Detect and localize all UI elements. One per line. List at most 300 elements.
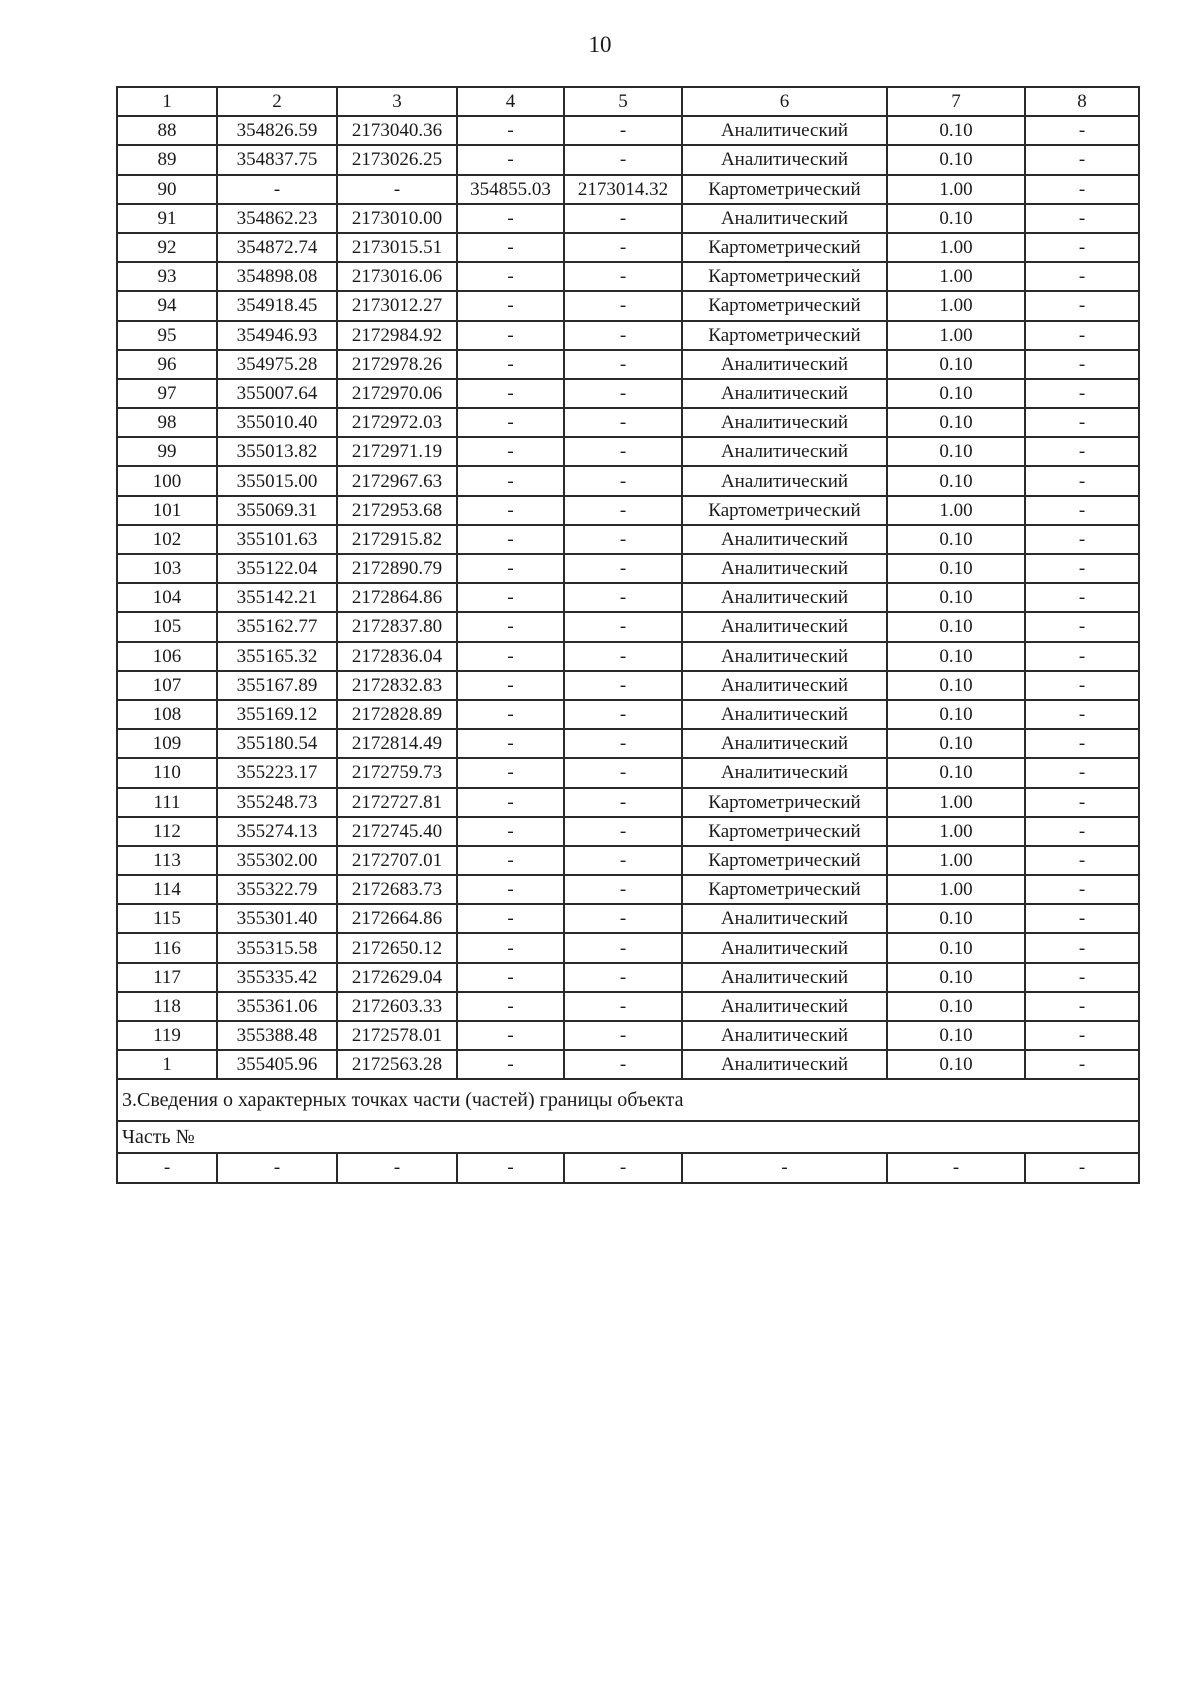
table-cell: Картометрический — [682, 175, 887, 204]
table-cell: - — [564, 321, 682, 350]
table-cell: Картометрический — [682, 321, 887, 350]
table-cell: 2172707.01 — [337, 846, 457, 875]
table-cell: 2172971.19 — [337, 437, 457, 466]
column-number-header-row — [117, 87, 1139, 116]
table-cell: - — [1025, 817, 1139, 846]
table-cell: 354862.23 — [217, 204, 337, 233]
table-cell: - — [1025, 1050, 1139, 1079]
table-row — [117, 904, 1139, 933]
table-cell: - — [1025, 408, 1139, 437]
table-row — [117, 321, 1139, 350]
table-cell: 355248.73 — [217, 788, 337, 817]
table-cell: - — [457, 466, 564, 495]
table-row — [117, 525, 1139, 554]
table-row — [117, 729, 1139, 758]
table-cell: 0.10 — [887, 437, 1025, 466]
table-cell: 0.10 — [887, 204, 1025, 233]
table-cell: - — [1025, 554, 1139, 583]
table-cell: - — [564, 466, 682, 495]
table-cell: - — [1025, 700, 1139, 729]
table-cell: 0.10 — [887, 671, 1025, 700]
page-number: 10 — [588, 32, 612, 57]
table-cell: 355388.48 — [217, 1021, 337, 1050]
table-cell: - — [1025, 233, 1139, 262]
table-cell: - — [1025, 379, 1139, 408]
table-cell: 355322.79 — [217, 875, 337, 904]
table-cell: 1.00 — [887, 788, 1025, 817]
table-cell: 0.10 — [887, 525, 1025, 554]
table-cell: - — [1025, 729, 1139, 758]
table-cell: 0.10 — [887, 466, 1025, 495]
table-row — [117, 671, 1139, 700]
table-cell: 2172915.82 — [337, 525, 457, 554]
table-cell: 355274.13 — [217, 817, 337, 846]
table-cell: 109 — [117, 729, 217, 758]
table-cell: Картометрический — [682, 496, 887, 525]
table-cell: 0.10 — [887, 963, 1025, 992]
table-cell: - — [1025, 466, 1139, 495]
table-cell: Аналитический — [682, 145, 887, 174]
table-cell: - — [457, 321, 564, 350]
table-cell: 97 — [117, 379, 217, 408]
table-cell: 2172759.73 — [337, 758, 457, 787]
table-cell: - — [564, 846, 682, 875]
table-cell: - — [564, 291, 682, 320]
table-row — [117, 758, 1139, 787]
column-header: 1 — [117, 87, 217, 116]
table-cell: - — [1025, 321, 1139, 350]
table-cell: 2172683.73 — [337, 875, 457, 904]
table-cell: 2173016.06 — [337, 262, 457, 291]
table-cell: 2172603.33 — [337, 992, 457, 1021]
table-cell: - — [1025, 175, 1139, 204]
table-cell: - — [457, 729, 564, 758]
table-cell: - — [564, 379, 682, 408]
table-cell: 2173015.51 — [337, 233, 457, 262]
table-cell: 98 — [117, 408, 217, 437]
table-row — [117, 496, 1139, 525]
table-cell: 355180.54 — [217, 729, 337, 758]
table-cell: - — [564, 525, 682, 554]
table-cell: 2172953.68 — [337, 496, 457, 525]
table-cell: 2173040.36 — [337, 116, 457, 145]
table-cell: - — [457, 817, 564, 846]
table-row — [117, 437, 1139, 466]
table-cell: 91 — [117, 204, 217, 233]
table-cell: 88 — [117, 116, 217, 145]
table-cell: - — [887, 1153, 1025, 1182]
table-cell: - — [457, 700, 564, 729]
table-row — [117, 379, 1139, 408]
table-cell: Аналитический — [682, 350, 887, 379]
table-cell: Аналитический — [682, 904, 887, 933]
table-cell: - — [564, 1050, 682, 1079]
table-cell: 355302.00 — [217, 846, 337, 875]
table-cell: - — [457, 846, 564, 875]
table-cell: 1.00 — [887, 233, 1025, 262]
table-cell: 355162.77 — [217, 612, 337, 641]
table-row — [117, 554, 1139, 583]
table-row — [117, 408, 1139, 437]
table-cell: - — [1025, 116, 1139, 145]
table-cell: - — [1025, 1153, 1139, 1182]
table-cell: 2172836.04 — [337, 642, 457, 671]
table-cell: 0.10 — [887, 554, 1025, 583]
table-cell: 355167.89 — [217, 671, 337, 700]
table-cell: Картометрический — [682, 262, 887, 291]
table-cell: Аналитический — [682, 554, 887, 583]
table-cell: 0.10 — [887, 583, 1025, 612]
table-cell: 116 — [117, 933, 217, 962]
table-cell: 355315.58 — [217, 933, 337, 962]
table-cell: 2172563.28 — [337, 1050, 457, 1079]
table-cell: - — [564, 408, 682, 437]
table-cell: - — [457, 262, 564, 291]
table-cell: 104 — [117, 583, 217, 612]
table-cell: - — [1025, 496, 1139, 525]
table-cell: - — [457, 233, 564, 262]
table-cell: - — [1025, 612, 1139, 641]
table-cell: - — [457, 1153, 564, 1182]
table-cell: 2172814.49 — [337, 729, 457, 758]
table-row — [117, 204, 1139, 233]
column-header: 5 — [564, 87, 682, 116]
table-cell: 107 — [117, 671, 217, 700]
table-cell: 354837.75 — [217, 145, 337, 174]
table-cell: 1.00 — [887, 817, 1025, 846]
table-cell: 0.10 — [887, 408, 1025, 437]
table-cell: - — [1025, 350, 1139, 379]
table-cell: 355101.63 — [217, 525, 337, 554]
section-title-row — [117, 1079, 1139, 1121]
table-cell: - — [564, 963, 682, 992]
table-cell: 0.10 — [887, 700, 1025, 729]
column-header: 6 — [682, 87, 887, 116]
table-cell: 113 — [117, 846, 217, 875]
table-cell: - — [457, 904, 564, 933]
table-cell: 355010.40 — [217, 408, 337, 437]
table-cell: - — [457, 671, 564, 700]
table-row — [117, 175, 1139, 204]
table-row — [117, 846, 1139, 875]
table-cell: 103 — [117, 554, 217, 583]
table-row — [117, 817, 1139, 846]
table-cell: - — [1025, 204, 1139, 233]
table-row — [117, 116, 1139, 145]
table-cell: 355142.21 — [217, 583, 337, 612]
table-cell: 1 — [117, 1050, 217, 1079]
part-label: Часть № — [117, 1121, 1139, 1153]
table-cell: 2172972.03 — [337, 408, 457, 437]
table-cell: - — [457, 379, 564, 408]
table-cell: 92 — [117, 233, 217, 262]
table-cell: 2172864.86 — [337, 583, 457, 612]
table-cell: - — [457, 1050, 564, 1079]
table-cell: - — [1025, 437, 1139, 466]
table-cell: Аналитический — [682, 583, 887, 612]
table-cell: - — [564, 700, 682, 729]
table-cell: Аналитический — [682, 992, 887, 1021]
table-cell: - — [682, 1153, 887, 1182]
column-header: 4 — [457, 87, 564, 116]
table-cell: - — [564, 875, 682, 904]
table-cell: 2172890.79 — [337, 554, 457, 583]
table-cell: 355301.40 — [217, 904, 337, 933]
table-cell: 93 — [117, 262, 217, 291]
table-cell: Аналитический — [682, 671, 887, 700]
table-cell: - — [457, 496, 564, 525]
table-cell: Аналитический — [682, 204, 887, 233]
table-cell: - — [457, 1021, 564, 1050]
column-header: 8 — [1025, 87, 1139, 116]
table-cell: 2173012.27 — [337, 291, 457, 320]
table-cell: Аналитический — [682, 933, 887, 962]
table-row — [117, 1050, 1139, 1079]
table-cell: 102 — [117, 525, 217, 554]
table-cell: 111 — [117, 788, 217, 817]
table-cell: 1.00 — [887, 175, 1025, 204]
column-header: 7 — [887, 87, 1025, 116]
table-cell: 100 — [117, 466, 217, 495]
table-row — [117, 583, 1139, 612]
table-cell: Картометрический — [682, 233, 887, 262]
table-cell: 114 — [117, 875, 217, 904]
table-cell: - — [457, 612, 564, 641]
table-cell: 355335.42 — [217, 963, 337, 992]
table-cell: 94 — [117, 291, 217, 320]
table-cell: - — [564, 1021, 682, 1050]
table-cell: 89 — [117, 145, 217, 174]
boundary-points-table — [116, 86, 1140, 1184]
table-cell: 355122.04 — [217, 554, 337, 583]
table-cell: Аналитический — [682, 758, 887, 787]
table-cell: - — [564, 554, 682, 583]
table-cell: - — [1025, 583, 1139, 612]
table-cell: - — [457, 291, 564, 320]
table-cell: - — [337, 175, 457, 204]
table-cell: - — [457, 963, 564, 992]
table-cell: 1.00 — [887, 496, 1025, 525]
table-cell: 0.10 — [887, 1021, 1025, 1050]
table-cell: 90 — [117, 175, 217, 204]
table-cell: - — [1025, 933, 1139, 962]
table-cell: Аналитический — [682, 525, 887, 554]
table-cell: 115 — [117, 904, 217, 933]
table-cell: Картометрический — [682, 788, 887, 817]
table-cell: - — [564, 612, 682, 641]
table-cell: - — [564, 671, 682, 700]
table-cell: - — [564, 583, 682, 612]
table-cell: 1.00 — [887, 291, 1025, 320]
table-cell: - — [564, 204, 682, 233]
table-cell: Аналитический — [682, 437, 887, 466]
table-cell: Аналитический — [682, 700, 887, 729]
table-cell: - — [564, 904, 682, 933]
table-cell: - — [457, 875, 564, 904]
table-cell: 354946.93 — [217, 321, 337, 350]
table-cell: 354872.74 — [217, 233, 337, 262]
table-cell: 117 — [117, 963, 217, 992]
table-cell: - — [564, 729, 682, 758]
table-cell: - — [564, 933, 682, 962]
table-cell: 0.10 — [887, 116, 1025, 145]
table-row — [117, 262, 1139, 291]
table-cell: - — [564, 1153, 682, 1182]
table-cell: - — [564, 817, 682, 846]
table-row — [117, 1021, 1139, 1050]
table-cell: - — [1025, 1021, 1139, 1050]
table-cell: 0.10 — [887, 758, 1025, 787]
table-row — [117, 963, 1139, 992]
table-row — [117, 700, 1139, 729]
table-cell: 2172832.83 — [337, 671, 457, 700]
table-cell: 355015.00 — [217, 466, 337, 495]
table-cell: 2172970.06 — [337, 379, 457, 408]
table-cell: 118 — [117, 992, 217, 1021]
table-cell: - — [457, 408, 564, 437]
table-cell: 355223.17 — [217, 758, 337, 787]
table-cell: 105 — [117, 612, 217, 641]
table-cell: 2172837.80 — [337, 612, 457, 641]
table-cell: - — [457, 788, 564, 817]
table-cell: - — [564, 116, 682, 145]
table-cell: - — [1025, 904, 1139, 933]
part-data-row — [117, 1153, 1139, 1182]
table-cell: - — [1025, 642, 1139, 671]
table-cell: 355013.82 — [217, 437, 337, 466]
table-cell: 1.00 — [887, 262, 1025, 291]
table-row — [117, 291, 1139, 320]
table-cell: 2172978.26 — [337, 350, 457, 379]
table-cell: 0.10 — [887, 612, 1025, 641]
column-header: 2 — [217, 87, 337, 116]
column-header: 3 — [337, 87, 457, 116]
section-title: 3.Сведения о характерных точках части (частей) границы объекта — [117, 1079, 1139, 1121]
table-cell: - — [564, 992, 682, 1021]
table-cell: 99 — [117, 437, 217, 466]
table-cell: - — [337, 1153, 457, 1182]
table-cell: 355069.31 — [217, 496, 337, 525]
table-cell: 2172727.81 — [337, 788, 457, 817]
table-row — [117, 642, 1139, 671]
table-cell: 0.10 — [887, 642, 1025, 671]
table-row — [117, 875, 1139, 904]
table-cell: - — [1025, 758, 1139, 787]
table-cell: Аналитический — [682, 1050, 887, 1079]
table-cell: 0.10 — [887, 729, 1025, 758]
table-cell: - — [1025, 145, 1139, 174]
table-cell: Картометрический — [682, 291, 887, 320]
table-cell: 355405.96 — [217, 1050, 337, 1079]
table-cell: 2172664.86 — [337, 904, 457, 933]
table-cell: - — [457, 642, 564, 671]
table-cell: 2172828.89 — [337, 700, 457, 729]
table-cell: 355169.12 — [217, 700, 337, 729]
table-cell: - — [1025, 525, 1139, 554]
table-cell: 2172650.12 — [337, 933, 457, 962]
table-cell: - — [1025, 262, 1139, 291]
table-cell: - — [457, 204, 564, 233]
table-cell: 0.10 — [887, 145, 1025, 174]
table-cell: 354855.03 — [457, 175, 564, 204]
table-cell: 0.10 — [887, 1050, 1025, 1079]
table-cell: 2173010.00 — [337, 204, 457, 233]
table-cell: - — [457, 554, 564, 583]
table-cell: 355165.32 — [217, 642, 337, 671]
table-cell: 1.00 — [887, 846, 1025, 875]
table-cell: - — [457, 350, 564, 379]
table-cell: 0.10 — [887, 350, 1025, 379]
table-cell: - — [457, 933, 564, 962]
table-cell: - — [564, 262, 682, 291]
table-cell: 355361.06 — [217, 992, 337, 1021]
table-row — [117, 233, 1139, 262]
table-cell: 354918.45 — [217, 291, 337, 320]
table-cell: 95 — [117, 321, 217, 350]
table-row — [117, 612, 1139, 641]
table-cell: - — [457, 437, 564, 466]
table-cell: - — [217, 1153, 337, 1182]
table-cell: 96 — [117, 350, 217, 379]
table-cell: 2172578.01 — [337, 1021, 457, 1050]
table-cell: 112 — [117, 817, 217, 846]
table-cell: - — [1025, 788, 1139, 817]
table-row — [117, 788, 1139, 817]
table-cell: 0.10 — [887, 992, 1025, 1021]
table-cell: Аналитический — [682, 1021, 887, 1050]
table-cell: - — [117, 1153, 217, 1182]
table-cell: - — [1025, 671, 1139, 700]
table-cell: - — [1025, 963, 1139, 992]
table-cell: 0.10 — [887, 904, 1025, 933]
table-cell: 354898.08 — [217, 262, 337, 291]
table-cell: - — [564, 145, 682, 174]
table-cell: Аналитический — [682, 612, 887, 641]
table-cell: 355007.64 — [217, 379, 337, 408]
table-cell: - — [457, 758, 564, 787]
table-cell: Аналитический — [682, 408, 887, 437]
table-cell: Аналитический — [682, 729, 887, 758]
table-cell: 106 — [117, 642, 217, 671]
table-cell: 108 — [117, 700, 217, 729]
table-cell: Аналитический — [682, 379, 887, 408]
table-cell: - — [457, 583, 564, 612]
table-cell: Картометрический — [682, 875, 887, 904]
table-row — [117, 466, 1139, 495]
table-cell: - — [564, 437, 682, 466]
table-row — [117, 992, 1139, 1021]
table-cell: Картометрический — [682, 846, 887, 875]
table-cell: - — [457, 525, 564, 554]
table-cell: - — [457, 116, 564, 145]
table-cell: 2173014.32 — [564, 175, 682, 204]
table-cell: 0.10 — [887, 933, 1025, 962]
table-cell: - — [457, 145, 564, 174]
table-cell: 1.00 — [887, 321, 1025, 350]
table-cell: - — [1025, 846, 1139, 875]
table-row — [117, 145, 1139, 174]
table-cell: - — [1025, 875, 1139, 904]
table-row — [117, 933, 1139, 962]
table-cell: 119 — [117, 1021, 217, 1050]
table-cell: 2172967.63 — [337, 466, 457, 495]
table-cell: Аналитический — [682, 116, 887, 145]
table-cell: Аналитический — [682, 963, 887, 992]
table-cell: 354975.28 — [217, 350, 337, 379]
table-cell: 1.00 — [887, 875, 1025, 904]
table-cell: - — [457, 992, 564, 1021]
part-label-row — [117, 1121, 1139, 1153]
